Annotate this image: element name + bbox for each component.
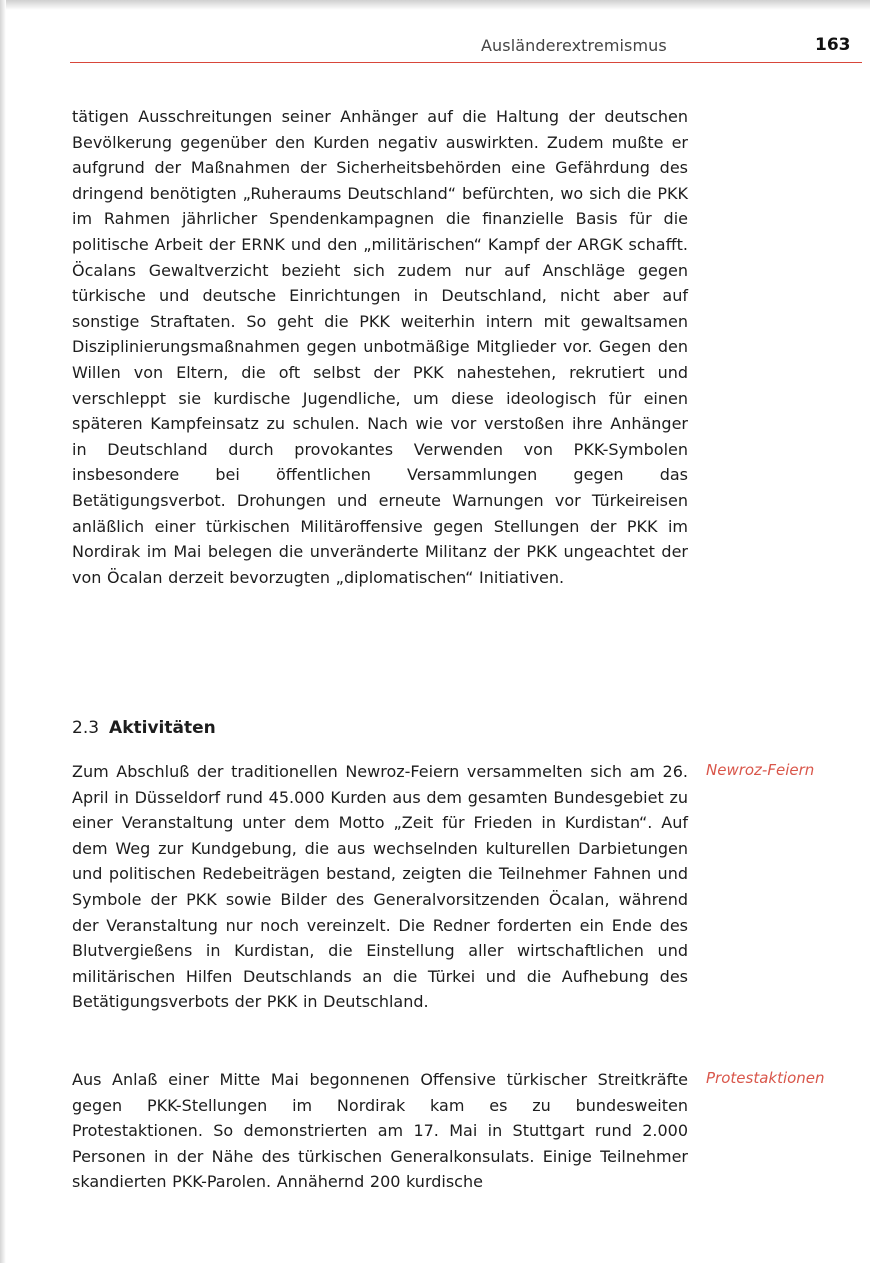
body-paragraph-1: tätigen Ausschreitungen seiner Anhänger auf die Haltung der deutschen Bevölkerung gegenüber den Kurden negativ auswirkten. Zudem mußte er aufgrund der Maßnahmen der Sicherheitsbehörden eine Gefährdung des dringend benötigten „Ruheraums Deutschland“ befürchten, wo sich die PKK im Rahmen jährlicher Spendenkampagnen die finanzielle Basis für die politische Arbeit der ERNK und den „militärischen“ Kampf der ARGK schafft. Öcalans Gewaltverzicht bezieht sich zudem nur auf Anschläge gegen türkische und deutsche Einrichtungen in Deutschland, nicht aber auf sonstige Straftaten. So geht die PKK weiterhin intern mit gewaltsamen Disziplinierungsmaßnahmen gegen unbotmäßige Mitglieder vor. Gegen den Willen von Eltern, die oft selbst der PKK nahestehen, rekrutiert und verschleppt sie kurdische Jugendliche, um diese ideologisch für einen späteren Kampfeinsatz zu schulen. Nach wie vor verstoßen ihre Anhänger in Deutschland durch provokantes Verwenden von PKK-Symbolen insbesondere bei öffentlichen Versammlungen gegen das Betätigungsverbot. Drohungen und erneute Warnungen vor Türkeireisen anläßlich einer türkischen Militäroffensive gegen Stellungen der PKK im Nordirak im Mai belegen die unveränderte Militanz der PKK ungeachtet der von Öcalan derzeit bevorzugten „diplomatischen“ Initiativen. (72, 107, 688, 587)
margin-note-protest: Protestaktionen (706, 1069, 825, 1087)
running-title: Ausländerextremismus (481, 36, 667, 55)
page-number: 163 (815, 35, 851, 55)
page-edge-shadow-left (0, 0, 6, 1263)
page-edge-shadow-top (0, 0, 870, 10)
section-number: 2.3 (72, 718, 100, 738)
body-paragraph-2: Zum Abschluß der traditionellen Newroz-Feiern versammelten sich am 26. April in Düsseldorf rund 45.000 Kurden aus dem gesamten Bundesgebiet zu einer Veranstaltung unter dem Motto „Zeit für Frieden in Kurdistan“. Auf dem Weg zur Kundgebung, die aus wechselnden kulturellen Darbietungen und politischen Redebeiträgen bestand, zeigten die Teilnehmer Fahnen und Symbole der PKK sowie Bilder des Generalvorsitzenden Öcalan, während der Veranstaltung nur noch vereinzelt. Die Redner forderten ein Ende des Blutvergießens in Kurdistan, die Einstellung aller wirtschaftlichen und militärischen Hilfen Deutschlands an die Türkei und die Aufhebung des Betätigungsverbots der PKK in Deutschland. (72, 762, 688, 1012)
margin-note-newroz: Newroz-Feiern (706, 761, 815, 779)
body-paragraph-3: Aus Anlaß einer Mitte Mai begonnenen Offensive türkischer Streitkräfte gegen PKK-Stellungen im Nordirak kam es zu bundesweiten Protestaktionen. So demonstrierten am 17. Mai in Stuttgart rund 2.000 Personen in der Nähe des türkischen Generalkonsulats. Einige Teilnehmer skandierten PKK-Parolen. Annähernd 200 kurdische (72, 1070, 688, 1192)
section-heading (72, 718, 216, 738)
section-title: Aktivitäten (109, 718, 216, 738)
header-rule (70, 62, 862, 63)
